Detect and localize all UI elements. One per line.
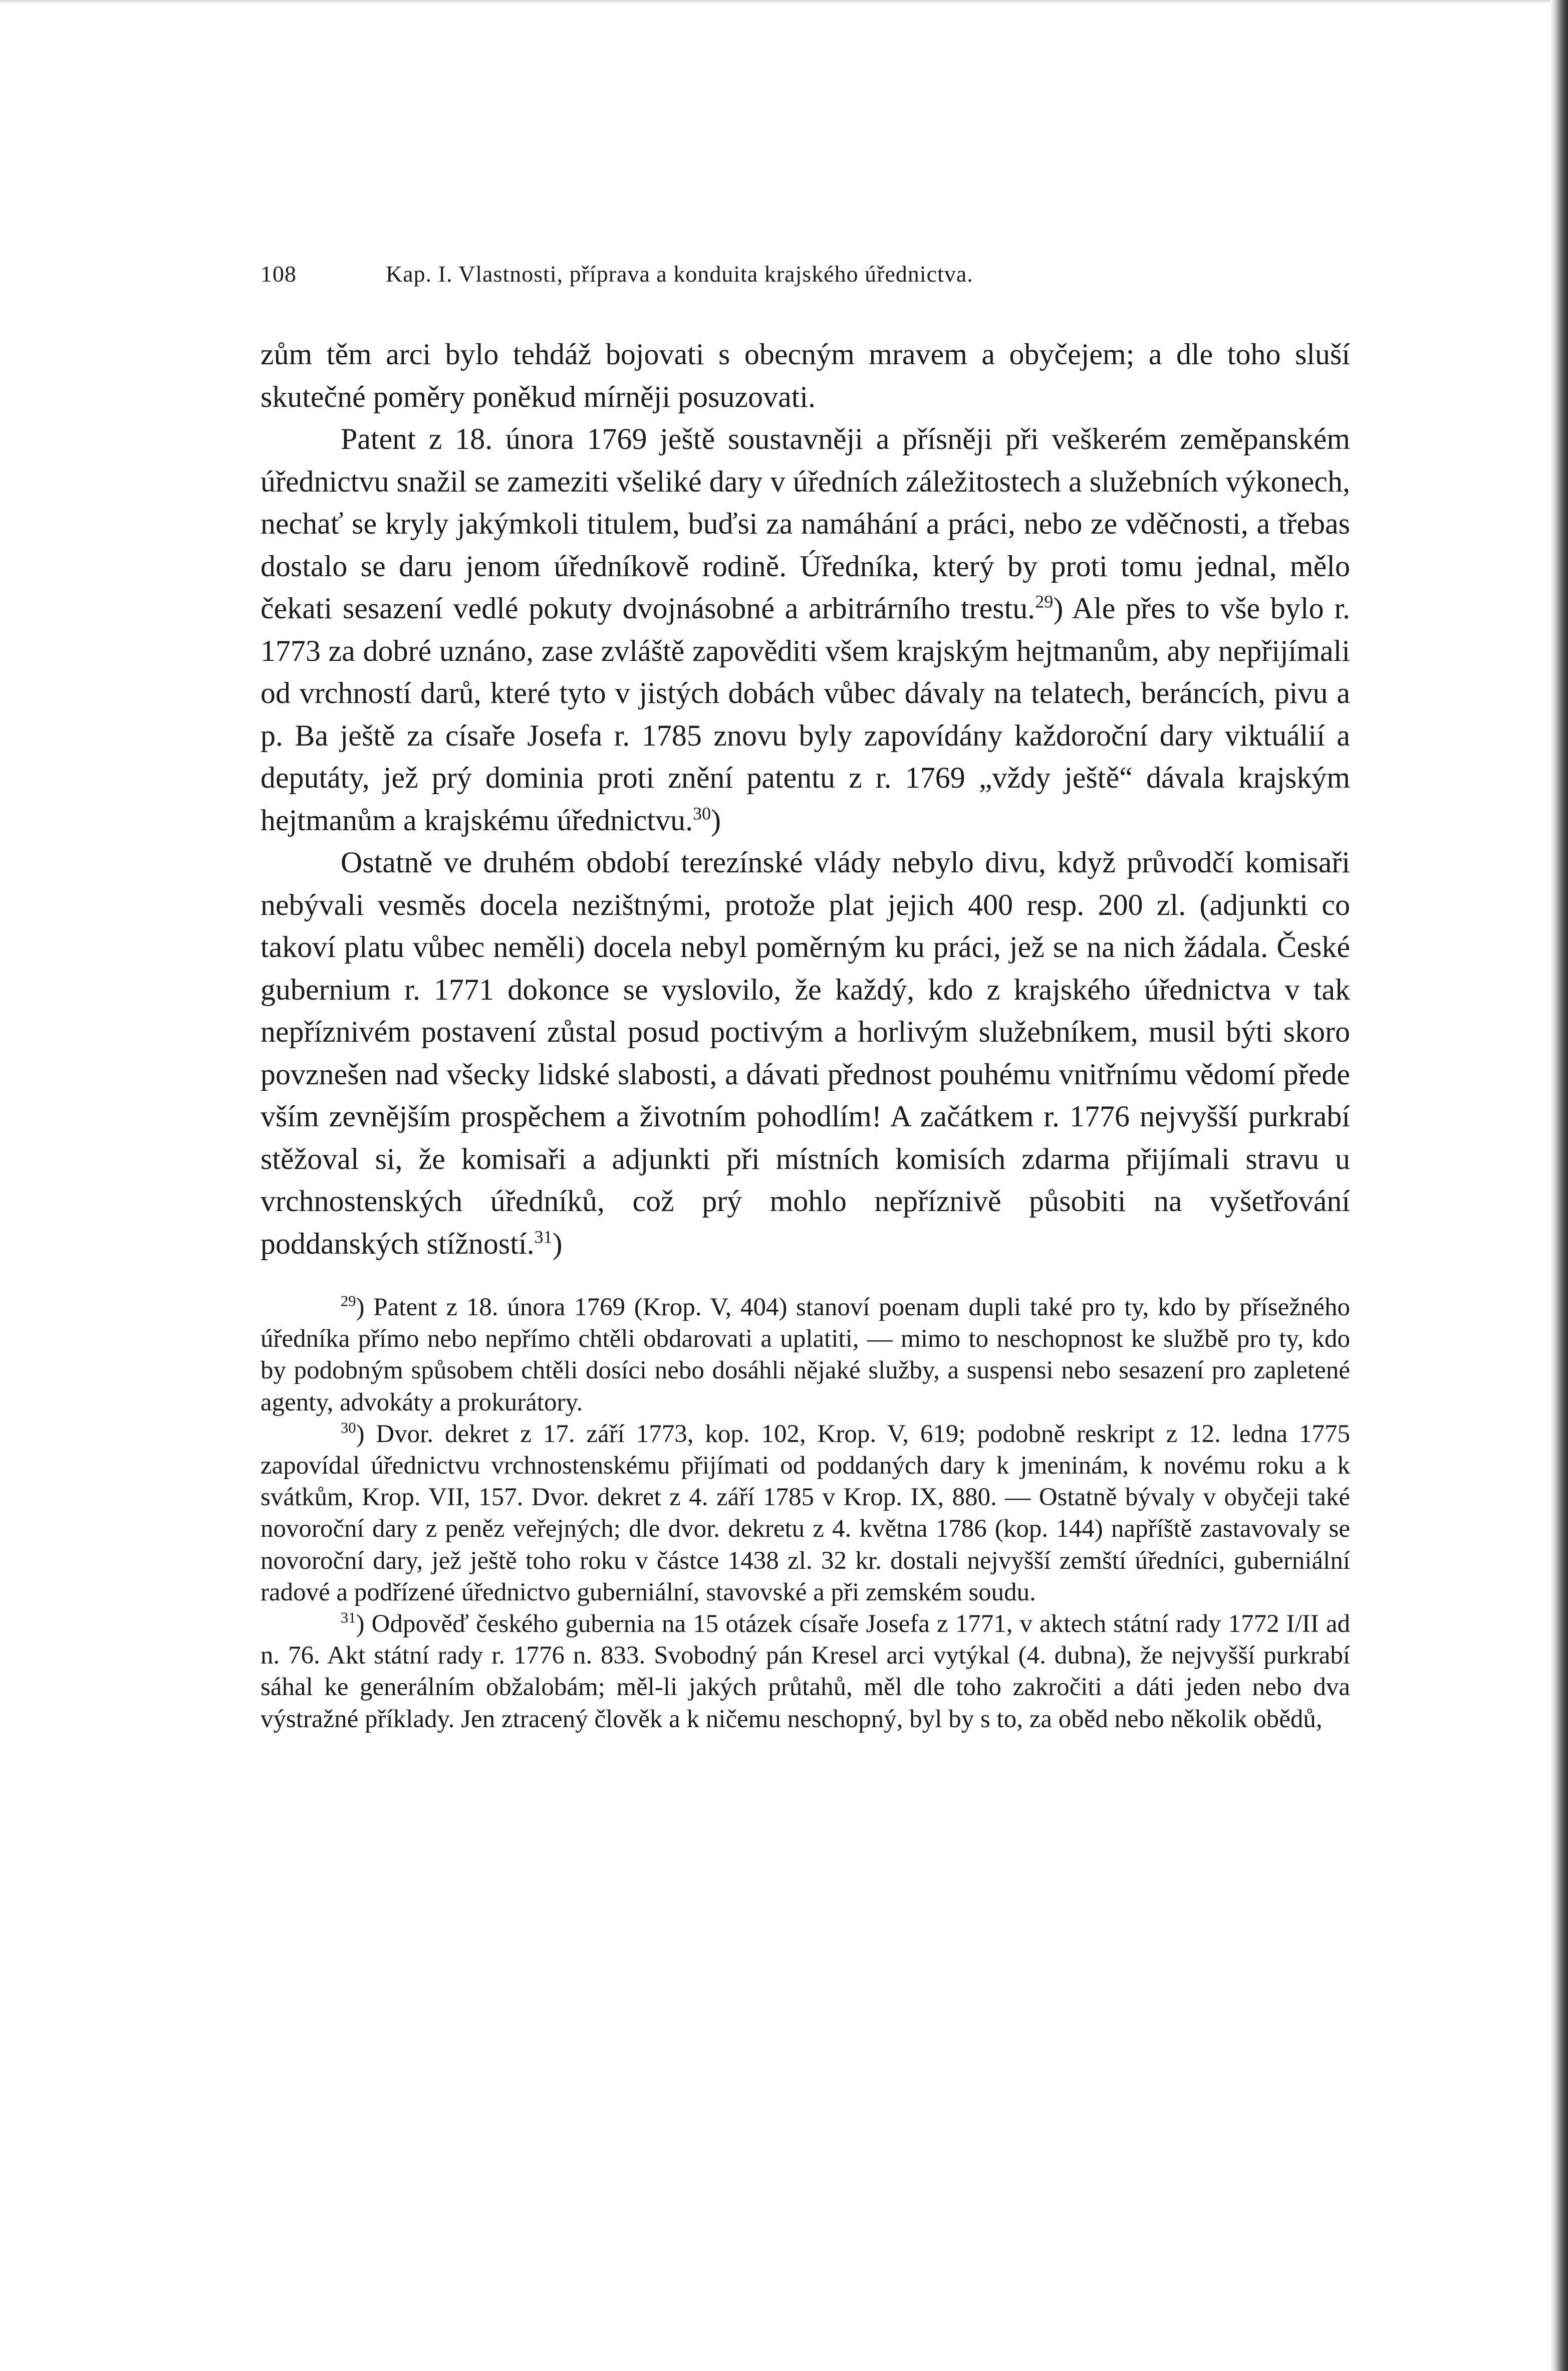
footnote-marker-31: 31 <box>341 1609 356 1626</box>
paragraph-2-text-c: ) <box>711 803 721 837</box>
footnotes <box>260 1292 1350 1735</box>
footnote-text-29: ) Patent z 18. února 1769 (Krop. V, 404) stanoví poenam dupli také pro ty, kdo by přísežného úředníka přímo nebo nepřímo chtěli obdarovati a uplatiti, — mimo to neschopnost ke službě pro ty, kdo by podobným spůsobem chtěli dosíci nebo dosáhli nějaké služby, a suspensi nebo sesazení pro zapletené agenty, advokáty a prokurátory. <box>260 1293 1350 1416</box>
footnote-ref-30: 30 <box>693 803 711 823</box>
book-page <box>260 261 1350 1735</box>
footnote-30 <box>260 1418 1350 1608</box>
scan-edge-right <box>1550 0 1568 2371</box>
footnote-ref-31: 31 <box>534 1226 553 1247</box>
footnote-marker-30: 30 <box>341 1419 356 1437</box>
footnote-separator <box>260 1265 1350 1288</box>
paragraph-1 <box>260 333 1350 418</box>
paragraph-3-text-a: Ostatně ve druhém období terezínské vlády nebylo divu, když průvodčí komisaři nebývali vesměs docela nezištnými, protože plat jejich 400 resp. 200 zl. (adjunkti co takoví platu vůbec neměli) docela nebyl poměrným ku práci, jež se na nich žádala. České gubernium r. 1771 dokonce se vyslovilo, že každý, kdo z krajského úřednictva v tak nepříznivém postavení zůstal posud poctivým a horlivým služebníkem, musil býti skoro povznešen nad všecky lidské slabosti, a dávati přednost pouhému vnitřnímu vědomí přede vším zevnějším prospěchem a životním pohodlím! A začátkem r. 1776 nejvyšší purkrabí stěžoval si, že komisaři a adjunkti při místních komisích zdarma přijímali stravu u vrchnostenských úředníků, což prý mohlo nepříznivě působiti na vyšetřování poddanských stížností. <box>260 846 1350 1260</box>
paragraph-2 <box>260 418 1350 841</box>
footnote-text-30: ) Dvor. dekret z 17. září 1773, kop. 102, Krop. V, 619; podobně reskript z 12. ledna 1775 zapovídal úřednictvu vrchnostenskému přijímati od poddaných dary k jmeninám, k novému roku a k svátkům, Krop. VII, 157. Dvor. dekret z 4. září 1785 v Krop. IX, 880. — Ostatně bývaly v obyčeji také novoroční dary z peněz veřejných; dle dvor. dekretu z 4. května 1786 (kop. 144) napříště zastavovaly se novoroční dary, jež ještě toho roku v částce 1438 zl. 32 kr. dostali nejvyšší zemští úředníci, guberniální radové a podřízené úřednictvo guberniální, stavovské a při zemském soudu. <box>260 1419 1350 1606</box>
paragraph-2-text-a: Patent z 18. února 1769 ještě soustavněji a přísněji při veškerém zeměpanském úřednictvu snažil se zameziti všeliké dary v úředních záležitostech a služebních výkonech, nechať se kryly jakýmkoli titulem, buďsi za namáhání a práci, nebo ze vděčnosti, a třebas dostalo se daru jenom úředníkově rodině. Úředníka, který by proti tomu jednal, mělo čekati sesazení vedlé pokuty dvojnásobné a arbitrárního trestu. <box>260 422 1350 625</box>
running-title: Kap. I. Vlastnosti, příprava a konduita krajského úřednictva. <box>386 261 973 287</box>
footnote-ref-29: 29 <box>1035 591 1054 612</box>
paragraph-3-text-b: ) <box>552 1227 563 1260</box>
page-number: 108 <box>260 261 297 287</box>
footnote-text-31: ) Odpověď českého gubernia na 15 otázek císaře Josefa z 1771, v aktech státní rady 1772 I/II ad n. 76. Akt státní rady r. 1776 n. 833. Svobodný pán Kresel arci vytýkal (4. dubna), že nejvyšší purkrabí sáhal ke generálním obžalobám; měl-li jakých průtahů, měl dle toho zakročiti a dáti jeden nebo dva výstražné příklady. Jen ztracený člověk a k ničemu neschopný, byl by s to, za oběd nebo několik obědů, <box>260 1610 1350 1733</box>
paragraph-3 <box>260 841 1350 1265</box>
footnote-marker-29: 29 <box>341 1292 356 1310</box>
footnote-31 <box>260 1608 1350 1735</box>
scan-edge-top <box>0 0 1568 4</box>
running-head <box>260 261 1350 287</box>
paragraph-1-text: zům těm arci bylo tehdáž bojovati s obecným mravem a obyčejem; a dle toho sluší skutečné poměry poněkud mírněji posuzovati. <box>260 338 1350 413</box>
footnote-29 <box>260 1292 1350 1418</box>
body-text <box>260 333 1350 1265</box>
paragraph-2-text-b: ) Ale přes to vše bylo r. 1773 za dobré uznáno, zase zvláště zapověditi všem krajským hejtmanům, aby nepřijímali od vrchností darů, které tyto v jistých dobách vůbec dávaly na telatech, beráncích, pivu a p. Ba ještě za císaře Josefa r. 1785 znovu byly zapovídány každoroční dary viktuálií a deputáty, jež prý dominia proti znění patentu z r. 1769 „vždy ještě“ dávala krajským hejtmanům a krajskému úřednictvu. <box>260 592 1350 837</box>
